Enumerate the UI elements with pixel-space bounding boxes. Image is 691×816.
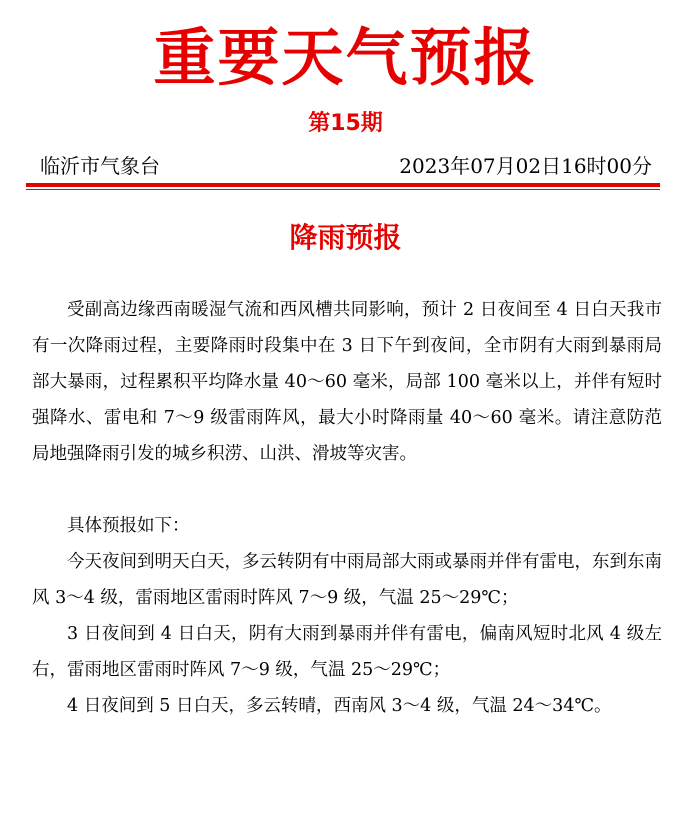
masthead bbox=[28, 150, 658, 182]
header-divider-thick bbox=[26, 183, 660, 187]
issue-number: 第15期 bbox=[308, 111, 383, 136]
issuing-organization: 临沂市气象台 bbox=[40, 154, 160, 178]
paragraph-spacer bbox=[32, 472, 662, 508]
summary-paragraph: 受副高边缘西南暖湿气流和西风槽共同影响，预计 2 日夜间至 4 日白天我市有一次降雨过程，主要降雨时段集中在 3 日下午到夜间，全市阴有大雨到暴雨局部大暴雨，过程累积平均降水量 40～60 毫米，局部 100 毫米以上，并伴有短时强降水、雷电和 7～9 级雷雨阵风，最大小时降雨量 40～60 毫米。请注意防范局地强降雨引发的城乡积涝、山洪、滑坡等灾害。 bbox=[32, 300, 662, 464]
bulletin-title: 重要天气预报 bbox=[153, 21, 538, 94]
forecast-item-3: 4 日夜间到 5 日白天，多云转晴，西南风 3～4 级，气温 24～34℃。 bbox=[67, 696, 612, 716]
section-title: 降雨预报 bbox=[289, 221, 402, 254]
issue-datetime: 2023年07月02日16时00分 bbox=[399, 154, 652, 178]
forecast-item-2: 3 日夜间到 4 日白天，阴有大雨到暴雨并伴有雷电，偏南风短时北风 4 级左右，雷雨地区雷雨时阵风 7～9 级，气温 25～29℃； bbox=[32, 624, 662, 680]
bulletin-body bbox=[32, 292, 662, 724]
forecast-intro: 具体预报如下： bbox=[67, 516, 190, 536]
header-divider-thin bbox=[26, 189, 660, 190]
forecast-item-1: 今天夜间到明天白天，多云转阴有中雨局部大雨或暴雨并伴有雷电，东到东南风 3～4 级，雷雨地区雷雨时阵风 7～9 级，气温 25～29℃； bbox=[32, 552, 662, 608]
